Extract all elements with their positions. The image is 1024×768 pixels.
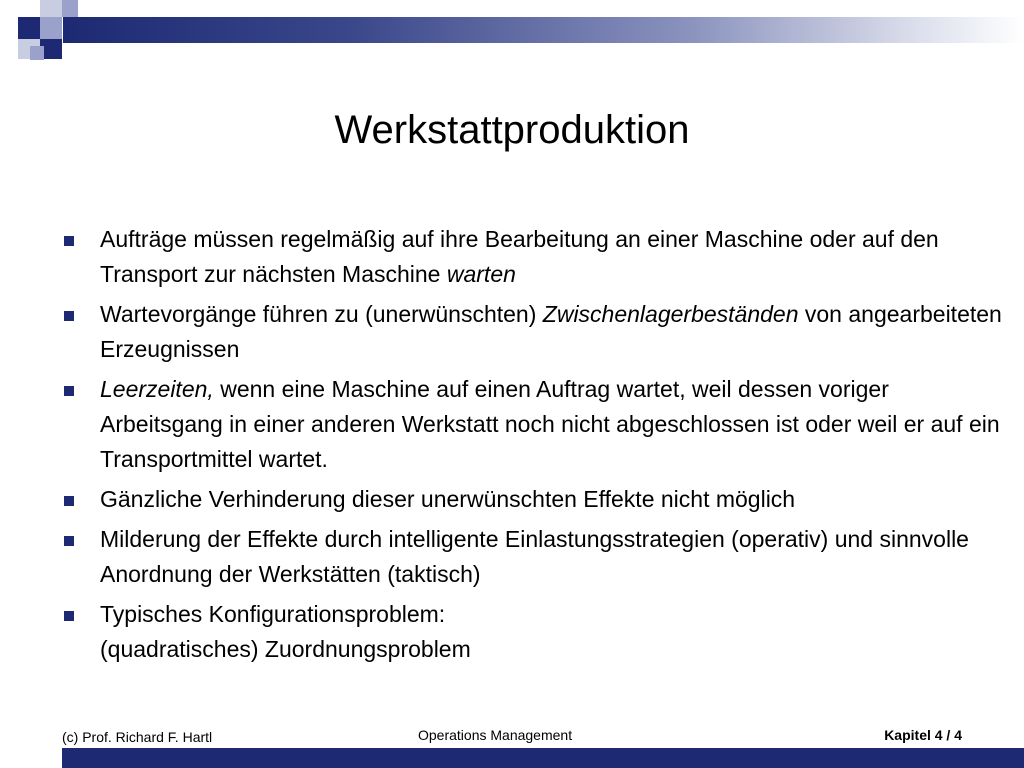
bullet-text: Milderung der Effekte durch intelligente Einlastungsstrategien (operativ) und sinnvolle Anordnung der Werkstätten (taktisch) (100, 526, 969, 587)
decor-square-3 (62, 0, 78, 17)
footer-course: Operations Management (418, 727, 573, 743)
square-bullet-icon (64, 611, 74, 621)
bullet-text: (quadratisches) Zuordnungsproblem (100, 636, 471, 662)
bullet-text: Wartevorgänge führen zu (unerwünschten) (100, 301, 543, 327)
decor-square-1 (18, 17, 40, 39)
footer-bar (62, 748, 1024, 768)
square-bullet-icon (64, 386, 74, 396)
square-bullet-icon (64, 236, 74, 246)
square-bullet-icon (64, 311, 74, 321)
bullet-item (62, 522, 1002, 592)
bullet-text-italic: Leerzeiten, (100, 376, 214, 402)
bullet-text-italic: warten (446, 261, 516, 287)
header-gradient-bar (63, 17, 1024, 43)
footer-chapter: Kapitel 4 / 4 (884, 727, 962, 743)
bullet-item (62, 597, 1002, 667)
square-bullet-icon (64, 496, 74, 506)
bullet-item (62, 222, 1002, 292)
square-bullet-icon (64, 536, 74, 546)
bullet-list (62, 222, 1002, 672)
decor-square-4 (40, 17, 62, 39)
slide-title: Werkstattproduktion (334, 108, 690, 152)
bullet-item (62, 482, 1002, 517)
decor-square-7 (30, 46, 44, 60)
bullet-text: wenn eine Maschine auf einen Auftrag wartet, weil dessen voriger Arbeitsgang in einer anderen Werkstatt noch nicht abgeschlossen ist oder weil er auf ein Transportmittel wartet. (100, 376, 1000, 472)
bullet-item (62, 297, 1002, 367)
bullet-text: von angearbeiteten Erzeugnissen (100, 301, 1002, 362)
bullet-text: Aufträge müssen regelmäßig auf ihre Bearbeitung an einer Maschine oder auf den Transport zur nächsten Maschine (100, 226, 939, 287)
bullet-text: Gänzliche Verhinderung dieser unerwünschten Effekte nicht möglich (100, 486, 796, 512)
bullet-item (62, 372, 1002, 477)
bullet-text: Typisches Konfigurationsproblem: (100, 601, 446, 627)
bullet-text-italic: Zwischenlagerbeständen (542, 301, 799, 327)
footer-author: (c) Prof. Richard F. Hartl (62, 729, 213, 745)
decor-square-2 (40, 0, 62, 17)
